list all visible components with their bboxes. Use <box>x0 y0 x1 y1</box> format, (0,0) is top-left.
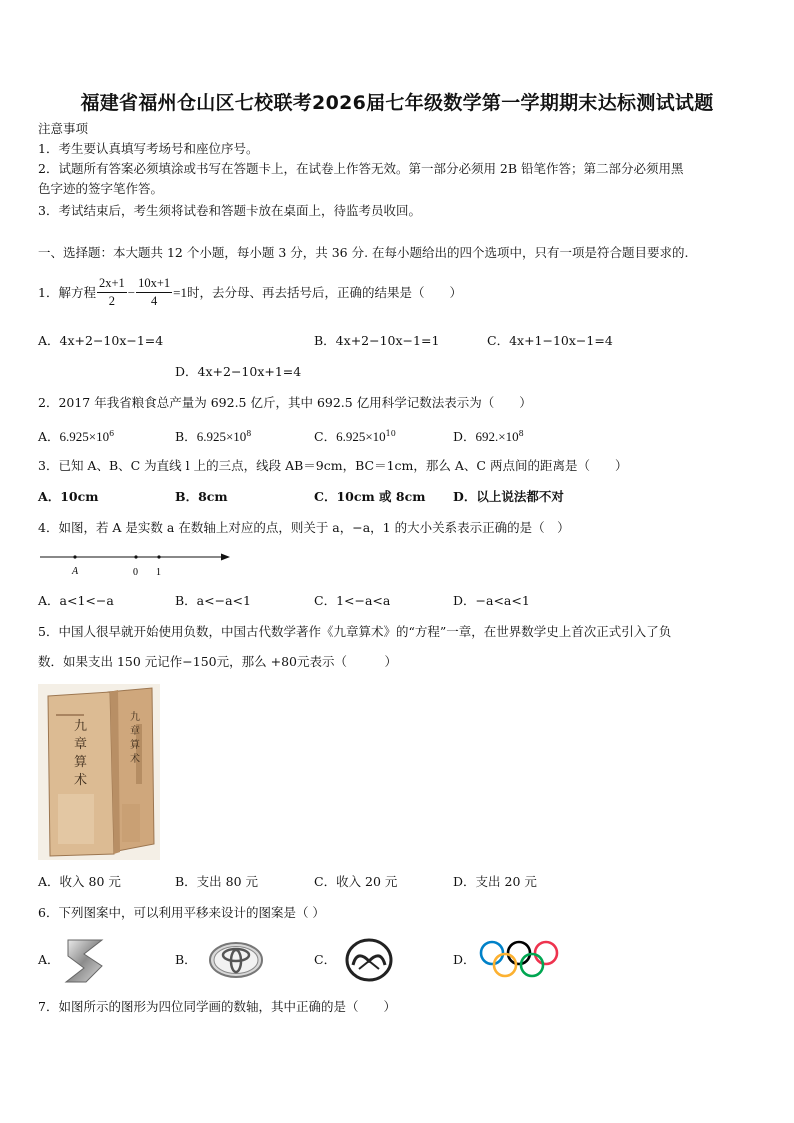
olympic-ring-red <box>535 942 557 964</box>
page-title: 福建省福州仓山区七校联考2026届七年级数学第一学期期末达标测试试题 <box>80 92 714 114</box>
olympic-ring-green <box>521 954 543 976</box>
point-a-label: A <box>72 566 79 577</box>
q3-option-b: B．8cm <box>175 489 228 504</box>
book-title-char-2: 章 <box>74 737 88 752</box>
q2-option-b <box>175 426 251 445</box>
toyota-logo-icon <box>208 941 264 979</box>
zero-dot <box>134 555 137 558</box>
q1-frac1-numerator: 2x+1 <box>97 275 127 293</box>
notice-heading: 注意事项 <box>38 121 89 136</box>
suzuki-logo-icon <box>62 936 108 986</box>
one-dot <box>157 555 160 558</box>
q1-option-d: D．4x+2−10x+1=4 <box>175 364 302 379</box>
q1-fraction-1 <box>97 275 127 310</box>
olympic-ring-yellow <box>494 954 516 976</box>
svg-text:术: 术 <box>130 754 140 765</box>
question-1-stem <box>38 275 462 310</box>
q5-option-d: D．支出 20 元 <box>453 874 537 889</box>
q1-option-a: A．4x+2−10x−1=4 <box>38 333 164 348</box>
question-6-stem: 6．下列图案中，可以利用平移来设计的图案是（ ） <box>38 905 325 920</box>
q5-option-b: B．支出 80 元 <box>175 874 259 889</box>
q6-option-b: B． <box>175 952 197 967</box>
q2-b-label: B． <box>175 429 197 445</box>
olympic-rings-icon <box>478 939 562 981</box>
question-5-line-2: 数．如果支出 150 元记作−150元，那么 +80元表示（ ） <box>38 654 397 669</box>
q2-d-label: D． <box>453 429 476 445</box>
svg-text:九: 九 <box>130 712 140 723</box>
zero-label: 0 <box>133 567 138 578</box>
q2-b-base: 6.925×10 <box>196 429 247 445</box>
notice-item-2-cont: 色字迹的签字笔作答。 <box>38 181 164 196</box>
q1-option-c: C．4x+1−10x−1=4 <box>487 333 613 348</box>
q2-d-base: 692.×10 <box>475 429 519 445</box>
q3-option-a: A．10cm <box>38 489 99 504</box>
q1-suffix: 时，去分母、再去括号后，正确的结果是（ ） <box>187 284 463 300</box>
q1-frac2-denominator: 4 <box>151 294 158 308</box>
book-title-char-3: 算 <box>74 755 88 770</box>
q5-option-a: A．收入 80 元 <box>38 874 121 889</box>
q4-option-c: C．1<−a<a <box>314 593 391 608</box>
q6-option-d: D． <box>453 952 476 967</box>
q1-fraction-2 <box>136 275 172 310</box>
q4-number-line <box>38 548 238 580</box>
q3-option-d: D．以上说法都不对 <box>453 489 564 504</box>
olympic-ring-blue <box>481 942 503 964</box>
notice-item-2: 2．试题所有答案必须填涂或书写在答题卡上，在试卷上作答无效。第一部分必须用 2B 铅笔作答；第二部分必须用黑 <box>38 161 684 176</box>
q4-option-a: A．a<1<−a <box>38 593 114 608</box>
q3-option-c: C．10cm 或 8cm <box>314 489 426 504</box>
q6-option-c: C． <box>314 952 337 967</box>
q6-option-a: A． <box>38 952 60 967</box>
q2-c-base: 6.925×10 <box>336 429 386 445</box>
notice-item-3: 3．考试结束后，考生须将试卷和答题卡放在桌面上，待监考员收回。 <box>38 203 421 218</box>
q4-option-b: B．a<−a<1 <box>175 593 251 608</box>
q2-option-a <box>38 426 114 445</box>
q1-option-b: B．4x+2−10x−1=1 <box>314 333 440 348</box>
question-3-stem: 3．已知 A、B、C 为直线 l 上的三点，线段 AB＝9cm，BC＝1cm，那么 A、C 两点间的距离是（ ） <box>38 458 628 473</box>
q4-option-d: D．−a<a<1 <box>453 593 530 608</box>
q2-d-exp: 8 <box>518 429 524 438</box>
question-5-line-1: 5．中国人很早就开始使用负数，中国古代数学著作《九章算术》的“方程”一章，在世界数学史上首次正式引入了负 <box>38 624 672 639</box>
svg-text:章: 章 <box>130 726 140 737</box>
book-title-char-4: 术 <box>74 773 88 788</box>
q2-option-d <box>453 426 524 445</box>
nine-chapters-book-image <box>38 684 160 860</box>
question-4-stem: 4．如图，若 A 是实数 a 在数轴上对应的点，则关于 a，−a，1 的大小关系表示正确的是（ ） <box>38 520 570 535</box>
number-line-arrow-icon <box>221 554 230 561</box>
q1-equals: =1 <box>173 284 188 300</box>
olympic-ring-black <box>508 942 530 964</box>
mazda-logo-icon <box>345 937 393 983</box>
q1-frac2-numerator: 10x+1 <box>136 275 172 293</box>
section-heading: 一、选择题：本大题共 12 个小题，每小题 3 分，共 36 分. 在每小题给出的四个选项中，只有一项是符合题目要求的. <box>38 245 689 260</box>
question-2-stem: 2．2017 年我省粮食总产量为 692.5 亿斤，其中 692.5 亿用科学记数法表示为（ ） <box>38 395 532 410</box>
q2-b-exp: 8 <box>246 429 252 438</box>
svg-text:算: 算 <box>130 740 140 751</box>
notice-item-1: 1．考生要认真填写考场号和座位序号。 <box>38 141 259 156</box>
q1-prefix: 1．解方程 <box>38 284 96 300</box>
q1-frac1-denominator: 2 <box>108 294 115 308</box>
q2-a-label: A． <box>38 429 60 445</box>
one-label: 1 <box>156 567 161 578</box>
book-title-char-1: 九 <box>74 719 88 734</box>
q2-c-label: C． <box>314 429 337 445</box>
q2-a-base: 6.925×10 <box>59 429 110 445</box>
q2-c-exp: 10 <box>385 429 396 438</box>
q2-a-exp: 6 <box>109 429 115 438</box>
point-a-dot <box>73 555 76 558</box>
q1-minus: − <box>127 284 136 300</box>
question-7-stem: 7．如图所示的图形为四位同学画的数轴，其中正确的是（ ） <box>38 999 396 1014</box>
q2-option-c <box>314 426 396 445</box>
q5-option-c: C．收入 20 元 <box>314 874 398 889</box>
